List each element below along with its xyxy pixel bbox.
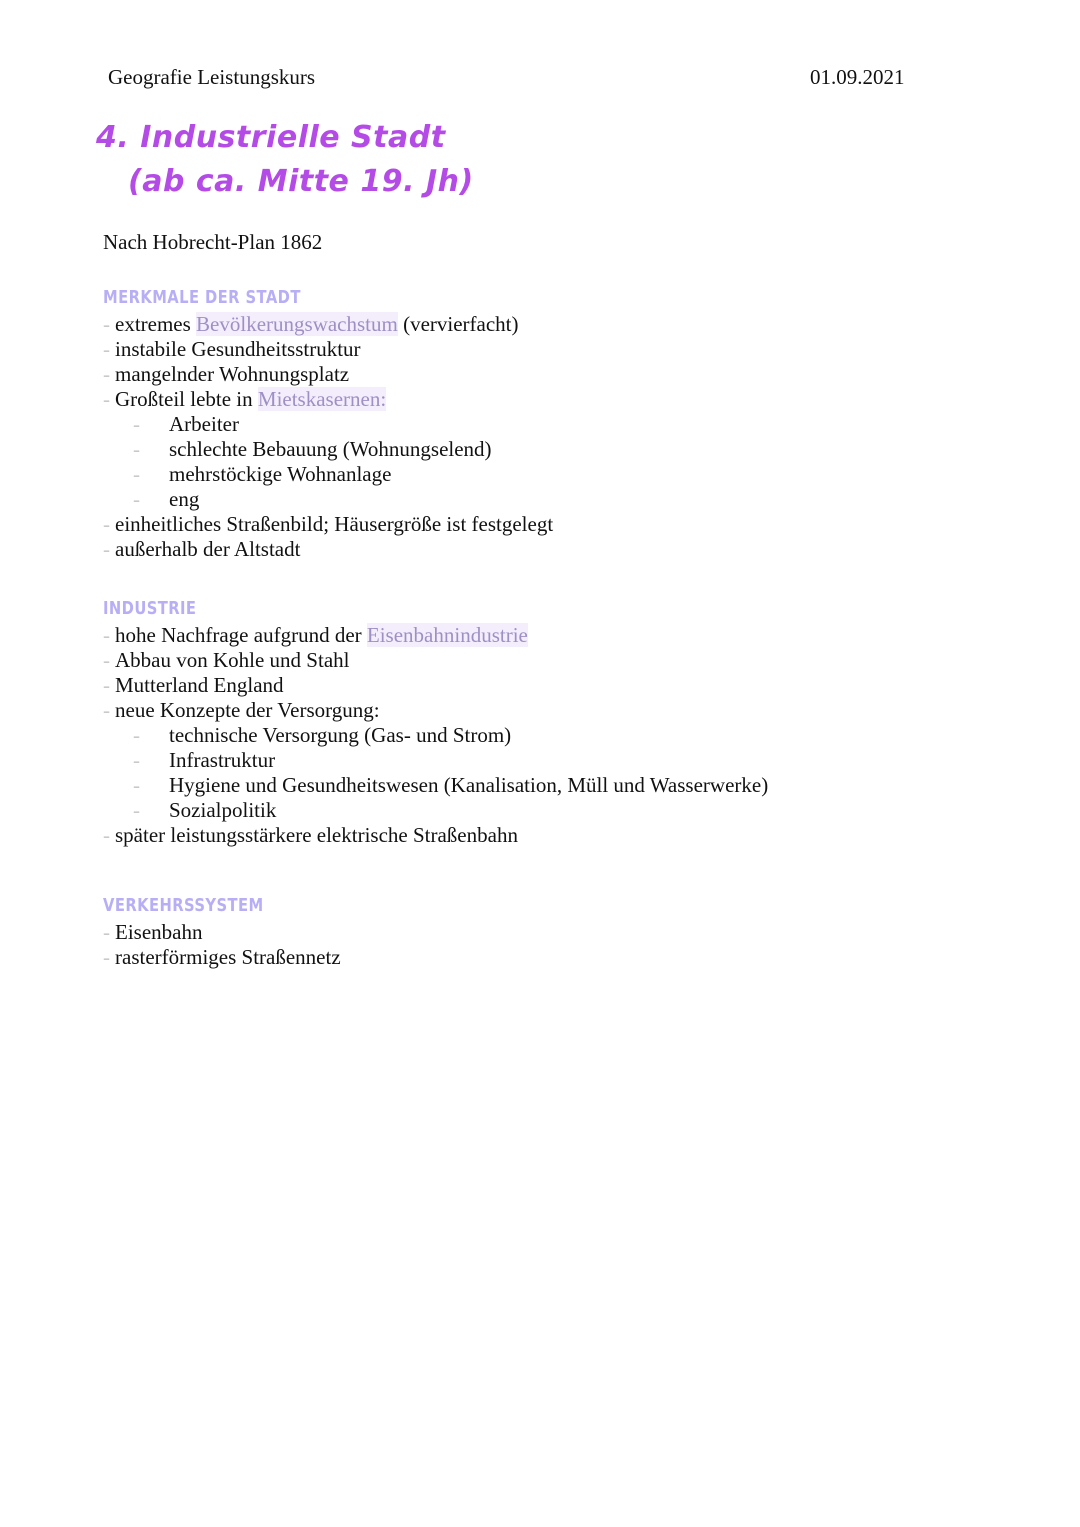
dash-bullet: - (103, 945, 110, 969)
list-item: - rasterförmiges Straßennetz (103, 945, 341, 969)
dash-bullet: - (133, 748, 140, 772)
sub-list-item: - Infrastruktur (133, 748, 276, 772)
section-heading-industrie: INDUSTRIE (103, 598, 197, 619)
title-line-2: (ab ca. Mitte 19. Jh) (128, 164, 474, 199)
section-industrie (103, 595, 768, 848)
dash-bullet: - (133, 437, 140, 461)
merkmale-list (103, 312, 553, 562)
section-heading-merkmale: MERKMALE DER STADT (103, 287, 301, 308)
dash-bullet: - (103, 623, 110, 647)
section-merkmale (103, 284, 553, 562)
dash-bullet: - (133, 412, 140, 436)
highlighted-term: Mietskasernen: (257, 387, 387, 411)
list-item: - instabile Gesundheitsstruktur (103, 337, 361, 361)
list-item: - außerhalb der Altstadt (103, 537, 301, 561)
sub-list-item: - Arbeiter (133, 412, 239, 436)
dash-bullet: - (133, 487, 140, 511)
section-heading-verkehr: VERKEHRSSYSTEM (103, 895, 264, 916)
industrie-list (103, 623, 768, 848)
dash-bullet: - (103, 920, 110, 944)
dash-bullet: - (103, 337, 110, 361)
highlighted-term: Bevölkerungswachstum (196, 312, 398, 336)
list-item: - mangelnder Wohnungsplatz (103, 362, 350, 386)
sub-list-item: - Hygiene und Gesundheitswesen (Kanalisation, Müll und Wasserwerke) (133, 773, 769, 797)
page-title (96, 116, 474, 204)
dash-bullet: - (103, 823, 110, 847)
list-item: - Großteil lebte in Mietskasernen: (103, 387, 387, 411)
dash-bullet: - (133, 462, 140, 486)
sub-list-item: - schlechte Bebauung (Wohnungselend) (133, 437, 492, 461)
dash-bullet: - (103, 698, 110, 722)
highlighted-term: Eisenbahnindustrie (366, 623, 528, 647)
list-item: - extremes Bevölkerungswachstum (vervierfacht) (103, 312, 519, 336)
sub-list-item: - technische Versorgung (Gas- und Strom) (133, 723, 512, 747)
dash-bullet: - (103, 387, 110, 411)
dash-bullet: - (103, 537, 110, 561)
dash-bullet: - (133, 773, 140, 797)
list-item: - einheitliches Straßenbild; Häusergröße ist festgelegt (103, 512, 554, 536)
course-name: Geografie Leistungskurs (108, 65, 316, 89)
document-date: 01.09.2021 (810, 65, 905, 89)
section-verkehr (103, 892, 341, 970)
verkehr-list (103, 920, 341, 970)
list-item: - Mutterland England (103, 673, 284, 697)
dash-bullet: - (133, 798, 140, 822)
list-item: - Abbau von Kohle und Stahl (103, 648, 350, 672)
dash-bullet: - (103, 512, 110, 536)
sub-list-item: - mehrstöckige Wohnanlage (133, 462, 392, 486)
dash-bullet: - (133, 723, 140, 747)
list-item: - hohe Nachfrage aufgrund der Eisenbahnindustrie (103, 623, 528, 647)
list-item: - neue Konzepte der Versorgung: (103, 698, 380, 722)
sub-list-item: - Sozialpolitik (133, 798, 277, 822)
list-item: - Eisenbahn (103, 920, 203, 944)
sub-list-item: - eng (133, 487, 200, 511)
dash-bullet: - (103, 673, 110, 697)
dash-bullet: - (103, 648, 110, 672)
title-line-1: 4. Industrielle Stadt (96, 120, 446, 155)
dash-bullet: - (103, 362, 110, 386)
list-item: - später leistungsstärkere elektrische Straßenbahn (103, 823, 518, 847)
intro-text: Nach Hobrecht-Plan 1862 (103, 230, 323, 254)
dash-bullet: - (103, 312, 110, 336)
